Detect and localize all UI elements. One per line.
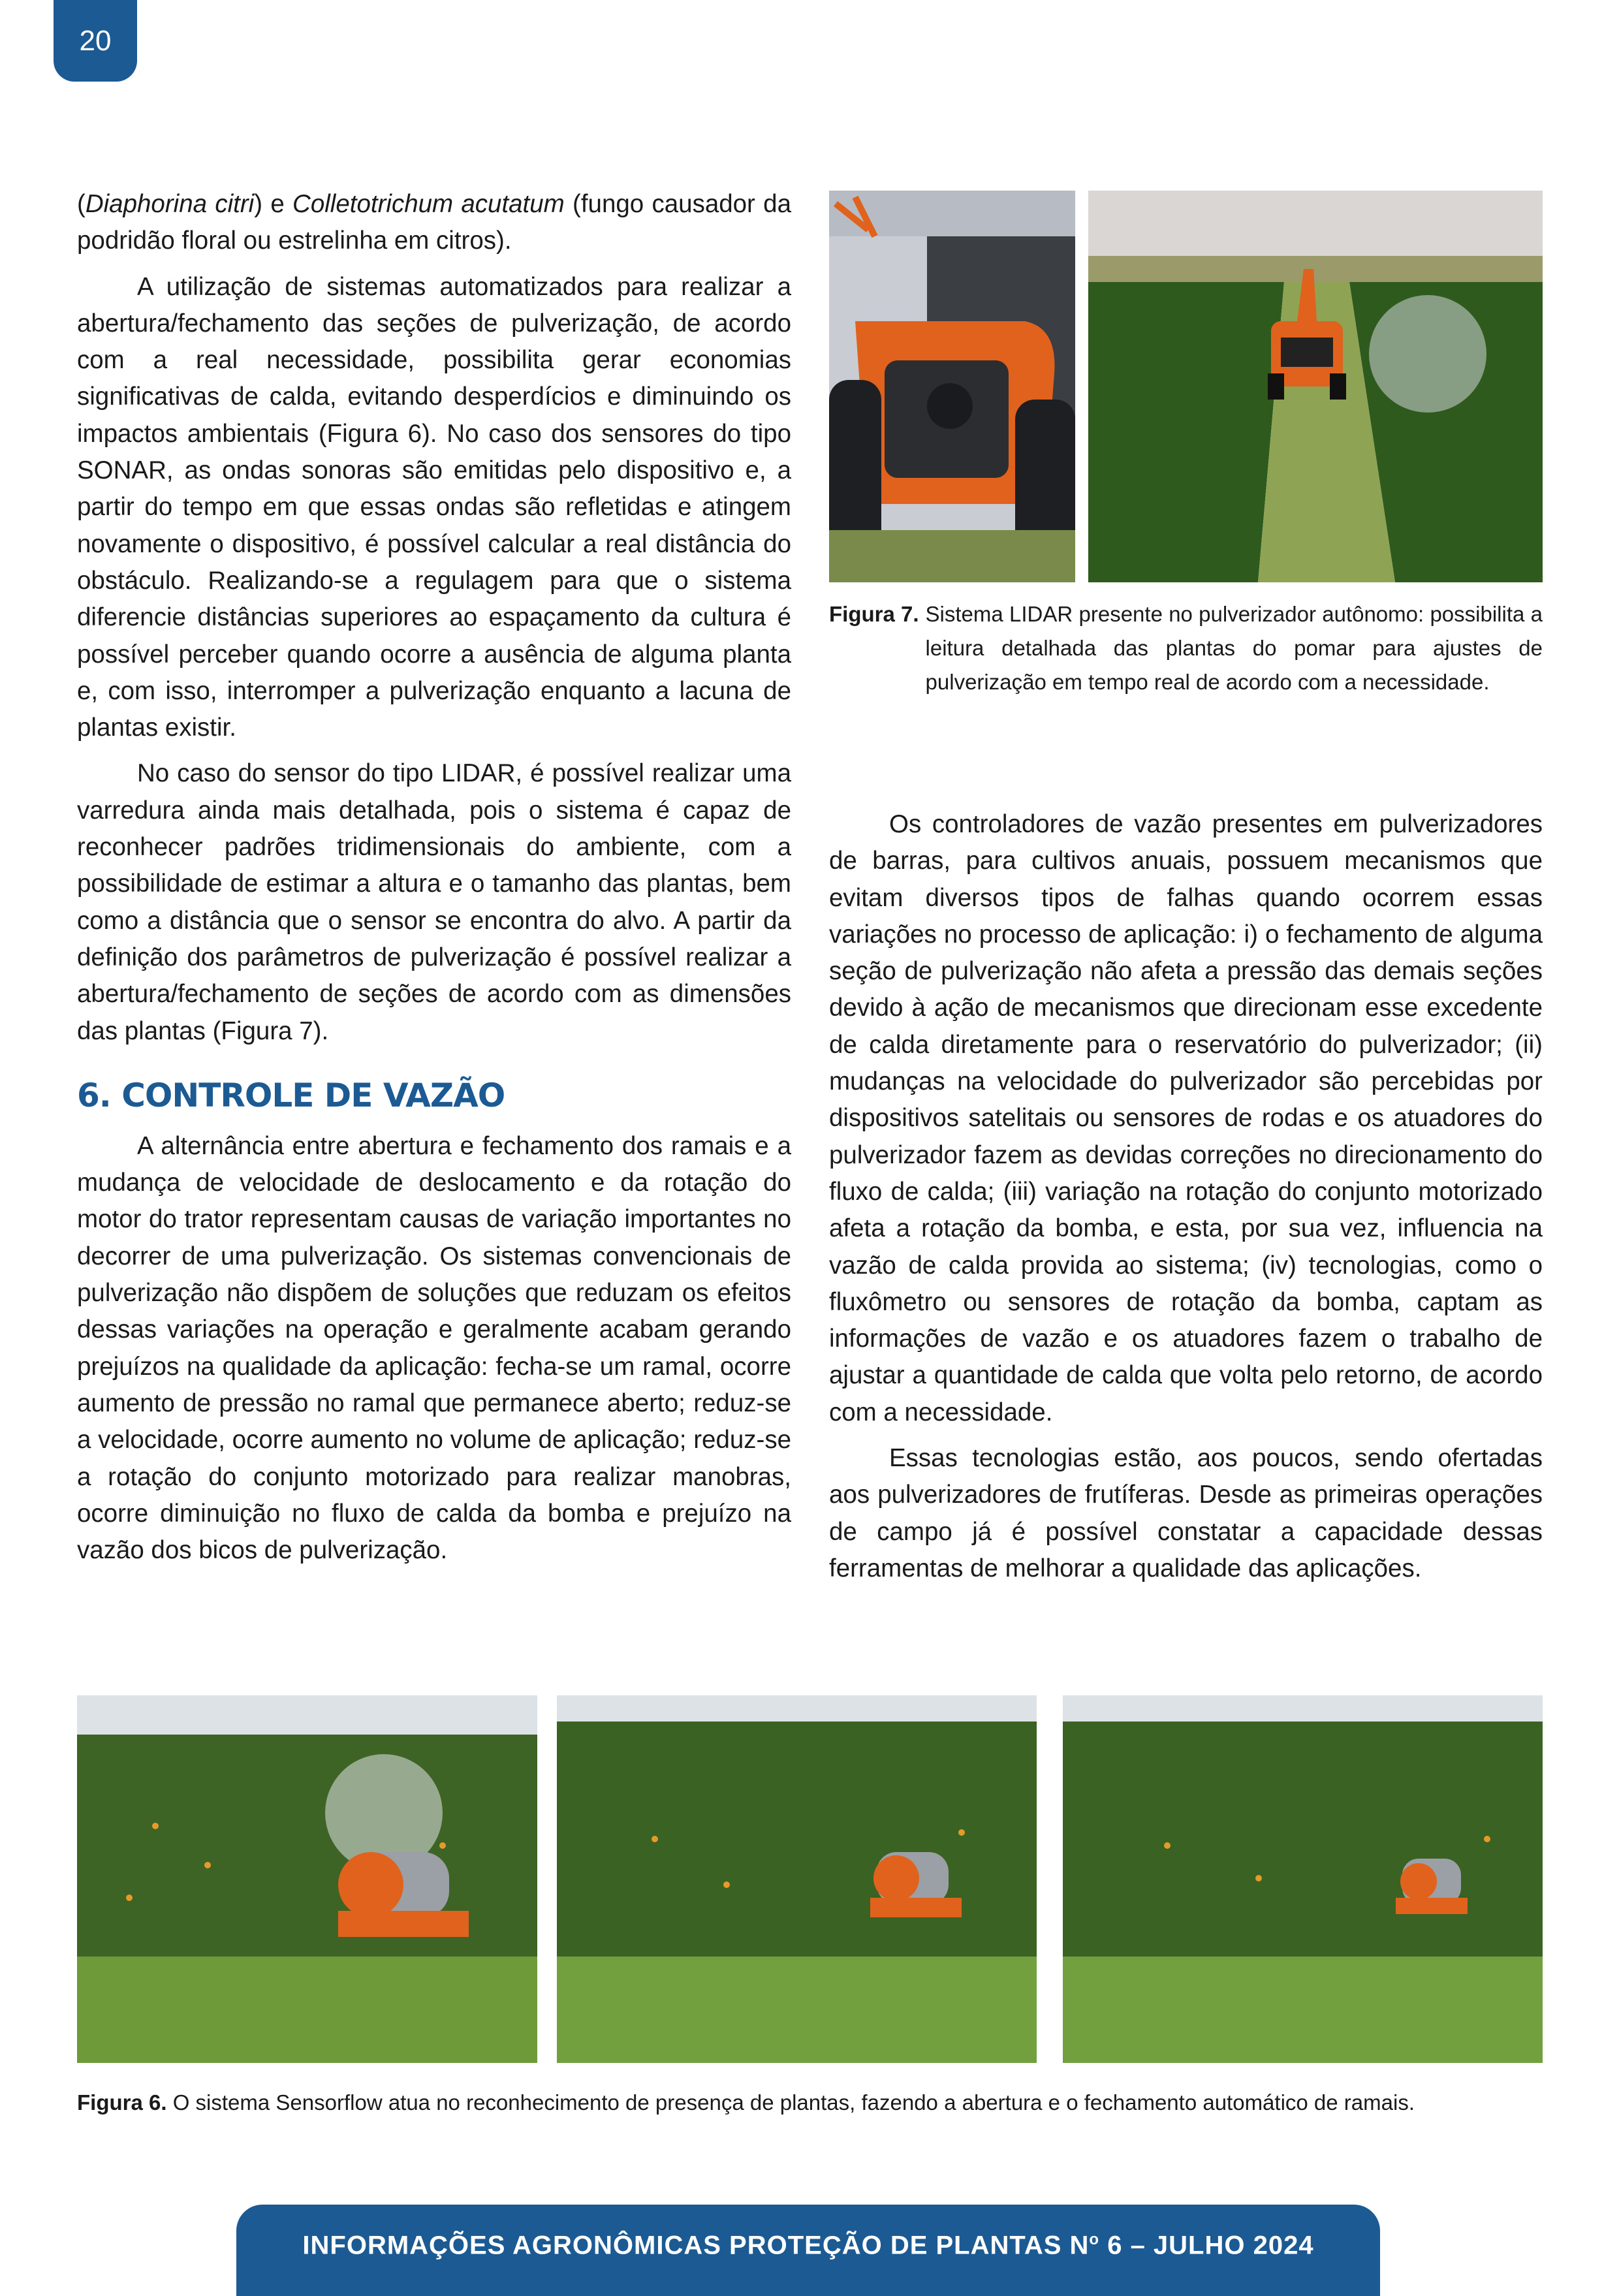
left-paragraph-4: A alternância entre abertura e fechamento dos ramais e a mudança de velocidade de deslocamento e da rotação do motor do trator representam causas de variação importantes no decorrer de uma pulverização. Os sistemas convencionais de pulverização não dispõem de soluções que reduzam os efeitos dessas variações na operação e geralmente acabam gerando prejuízos na qualidade da aplicação: fecha-se um ramal, ocorre aumento de pressão no ramal que permanece aberto; reduz-se a velocidade, ocorre aumento no volume de aplicação; reduz-se a rotação do conjunto motorizado para realizar manobras, ocorre diminuição no fluxo de calda da bomba e prejuízo na vazão dos bicos de pulverização. [77,1131,791,1565]
left-paragraph-1: (Diaphorina citri) e Colletotrichum acutatum (fungo causador da podridão floral ou estrelinha em citros). [77,190,791,255]
figure7-label: Figura 7. [829,602,919,626]
figure7-photo-tractor-closeup [829,191,1075,582]
page-number-badge [54,0,137,82]
figure7-photo-sprayer-orchard [1088,191,1543,582]
figure6-label: Figura 6. [77,2090,167,2115]
left-column [77,186,791,1569]
figure6-caption [77,2086,1546,2120]
section-heading: 6. CONTROLE DE VAZÃO [77,1076,505,1114]
right-column [829,806,1543,1587]
figure6-photo-2 [557,1695,1037,2063]
page-number: 20 [79,24,112,57]
left-paragraph-3: No caso do sensor do tipo LIDAR, é possível realizar uma varredura ainda mais detalhada, pois o sistema é capaz de reconhecer padrões tridimensionais do ambiente, com a possibilidade de estimar a altura e o tamanho das plantas, bem como a distância que o sensor se encontra do alvo. A partir da definição dos parâmetros de pulverização é possível realizar a abertura/fechamento de seções de acordo com as dimensões das plantas (Figura 7). [77,759,791,1045]
species-name-2: Colletotrichum acutatum [292,190,565,218]
figure6-text: O sistema Sensorflow atua no reconhecimento de presença de plantas, fazendo a abertura e o fechamento automático de ramais. [166,2090,1415,2115]
figure7-text: Sistema LIDAR presente no pulverizador autônomo: possibilita a leitura detalhada das plantas do pomar para ajustes de pulverização em tempo real de acordo com a necessidade. [925,602,1543,694]
figure6-photo-1 [77,1695,537,2063]
left-paragraph-2: A utilização de sistemas automatizados para realizar a abertura/fechamento das seções de pulverização, de acordo com a real necessidade, possibilita gerar economias significativas de calda, evitando desperdícios e diminuindo os impactos ambientais (Figura 6). No caso dos sensores do tipo SONAR, as ondas sonoras são emitidas pelo dispositivo e, a partir do tempo em que essas ondas são refletidas e atingem novamente o dispositivo, é possível calcular a real distância do obstáculo. Realizando-se a regulagem para que o sistema diferencie distâncias superiores ao espaçamento da cultura é possível perceber quando ocorre a ausência de alguma planta e, com isso, interromper a pulverização enquanto a lacuna de plantas existir. [77,272,791,742]
right-paragraph-2: Essas tecnologias estão, aos poucos, sendo ofertadas aos pulverizadores de frutíferas. Desde as primeiras operações de campo já é possível constatar a capacidade dessas ferramentas de melhorar a qualidade das aplicações. [829,1444,1543,1582]
figure7-caption [829,597,1543,699]
footer-text: INFORMAÇÕES AGRONÔMICAS PROTEÇÃO DE PLANTAS $N^o$ 6 – JULHO 2024 [302,2231,1314,2260]
footer-bar [236,2205,1380,2296]
species-name-1: Diaphorina citri [85,190,255,218]
figure6-photo-3 [1063,1695,1543,2063]
right-paragraph-1: Os controladores de vazão presentes em pulverizadores de barras, para cultivos anuais, possuem mecanismos que evitam diversos tipos de falhas quando ocorrem essas variações no processo de aplicação: i) o fechamento de alguma seção de pulverização não afeta a pressão das demais seções devido à ação de mecanismos que direcionam esse excedente de calda diretamente para o reservatório do pulverizador; (ii) mudanças na velocidade do pulverizador são percebidas por dispositivos satelitais ou sensores de rodas e os atuadores do pulverizador fazem as devidas correções no direcionamento do fluxo de calda; (iii) variação na rotação do conjunto motorizado afeta a rotação da bomba, e esta, por sua vez, influencia na vazão de calda provida ao sistema; (iv) tecnologias, como o fluxômetro ou sensores de rotação da bomba, captam as informações de vazão e os atuadores fazem o trabalho de ajustar a quantidade de calda que volta pelo retorno, de acordo com a necessidade. [829,810,1543,1426]
